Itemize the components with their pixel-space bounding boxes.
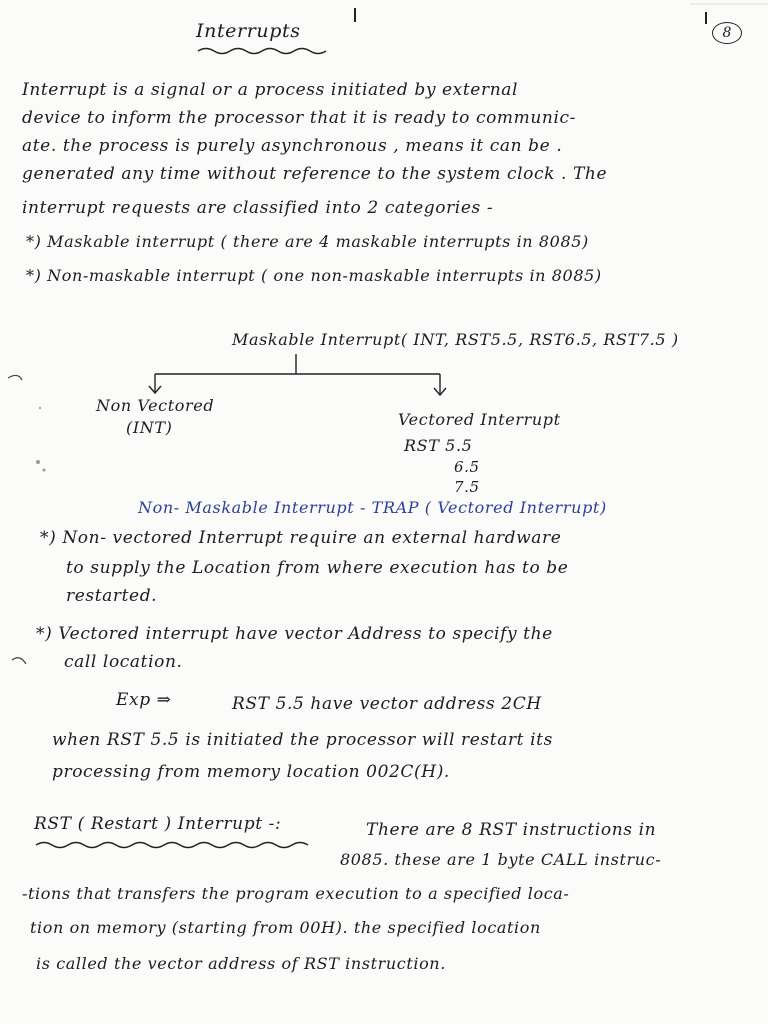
page-title: Interrupts: [196, 20, 301, 42]
tree-right-item: 7.5: [454, 478, 480, 496]
non-maskable-line: Non- Maskable Interrupt - TRAP ( Vectored Interrupt): [138, 498, 607, 517]
tree-right-item: 6.5: [454, 458, 480, 476]
example-line: RST 5.5 have vector address 2CH: [232, 694, 542, 714]
tree-right-heading: Vectored Interrupt: [398, 410, 561, 429]
rst-line: -tions that transfers the program execution to a specified loca-: [22, 884, 570, 903]
point1-line: to supply the Location from where execution has to be: [66, 558, 569, 578]
page-number: 8: [722, 25, 732, 41]
category-maskable: *) Maskable interrupt ( there are 4 maskable interrupts in 8085): [26, 232, 589, 251]
tree-left-label: Non Vectored: [96, 396, 215, 415]
example-line: when RST 5.5 is initiated the processor will restart its: [52, 730, 553, 750]
category-non-maskable: *) Non-maskable interrupt ( one non-maskable interrupts in 8085): [26, 266, 602, 285]
rst-line: There are 8 RST instructions in: [366, 820, 657, 840]
rst-line: 8085. these are 1 byte CALL instruc-: [340, 850, 662, 869]
point1-line: restarted.: [66, 586, 158, 606]
rst-heading: RST ( Restart ) Interrupt -:: [34, 814, 282, 834]
tree-left-sublabel: (INT): [126, 418, 173, 437]
point2-line: *) Vectored interrupt have vector Address to specify the: [36, 624, 553, 644]
example-label: Exp ⇒: [116, 690, 172, 710]
intro-line: ate. the process is purely asynchronous , means it can be .: [22, 136, 563, 156]
rst-line: is called the vector address of RST instruction.: [36, 954, 446, 973]
point1-line: *) Non- vectored Interrupt require an external hardware: [40, 528, 562, 548]
intro-line: generated any time without reference to the system clock . The: [22, 164, 608, 184]
intro-line: interrupt requests are classified into 2 categories -: [22, 198, 494, 218]
rst-heading-underline: [34, 838, 334, 852]
rst-line: tion on memory (starting from 00H). the specified location: [30, 918, 541, 937]
point2-line: call location.: [64, 652, 183, 672]
intro-line: Interrupt is a signal or a process initiated by external: [22, 80, 519, 100]
tree-root: Maskable Interrupt( INT, RST5.5, RST6.5, RST7.5 ): [232, 330, 679, 349]
example-line: processing from memory location 002C(H).: [52, 762, 450, 782]
intro-line: device to inform the processor that it is ready to communic-: [22, 108, 576, 128]
tree-right-item: RST 5.5: [404, 436, 473, 455]
